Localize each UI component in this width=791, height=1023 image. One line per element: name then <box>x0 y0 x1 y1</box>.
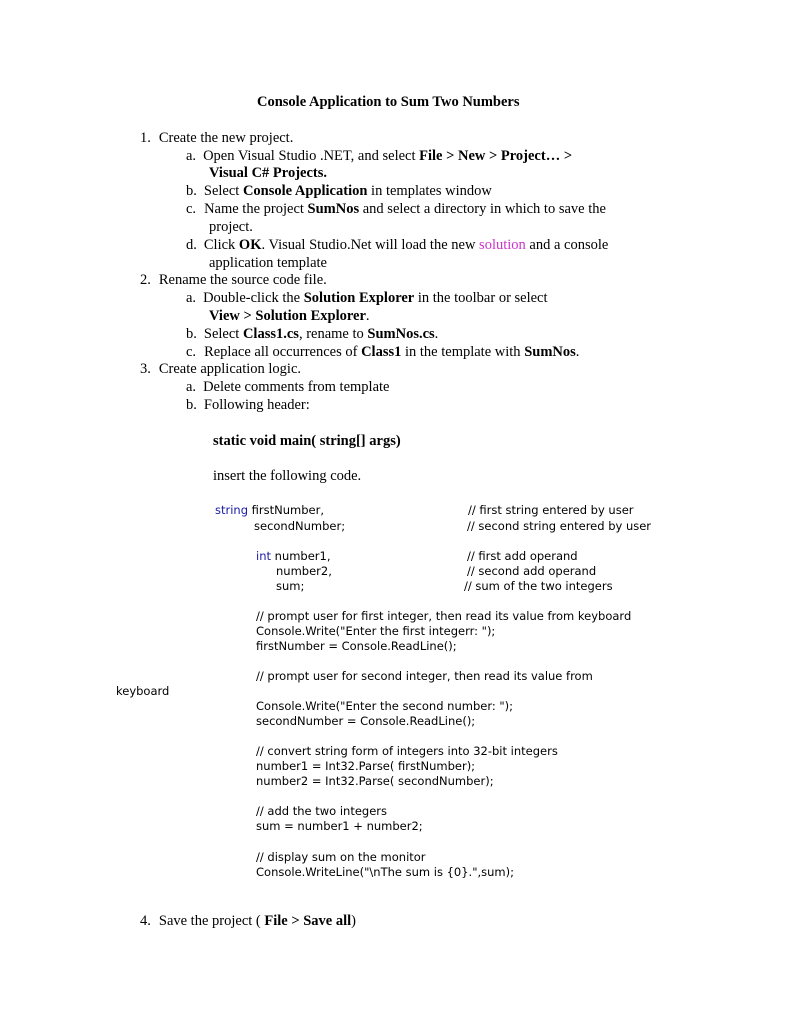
step-3b: b. Following header: <box>186 397 310 413</box>
step-1c-line2: project. <box>209 219 253 235</box>
code-line: secondNumber; <box>254 519 346 533</box>
code-comment: // prompt user for second integer, then read its value from <box>256 669 593 683</box>
code-comment: // second add operand <box>467 564 597 578</box>
step-2a: a. Double-click the Solution Explorer in the toolbar or select <box>186 290 548 306</box>
code-line: number2, <box>276 564 332 578</box>
code-line: number1 = Int32.Parse( firstNumber); <box>256 759 476 773</box>
step-2a-line2: View > Solution Explorer. <box>209 308 370 324</box>
code-line: Console.WriteLine("\nThe sum is {0}.",sum); <box>256 865 514 879</box>
code-comment: // convert string form of integers into 32-bit integers <box>256 744 558 758</box>
step-1a: a. Open Visual Studio .NET, and select File > New > Project… > <box>186 148 573 164</box>
code-line: string firstNumber, <box>215 503 324 517</box>
step-1d-line2: application template <box>209 255 327 271</box>
code-line: Console.Write("Enter the first integerr: "); <box>256 624 496 638</box>
code-line: sum; <box>276 579 305 593</box>
code-comment-wrap: keyboard <box>116 684 170 698</box>
step-2: 2. Rename the source code file. <box>140 272 327 288</box>
step-1 <box>140 130 293 147</box>
code-comment: // prompt user for first integer, then read its value from keyboard <box>256 609 632 623</box>
code-line: number2 = Int32.Parse( secondNumber); <box>256 774 494 788</box>
header-signature: static void main( string[] args) <box>213 433 401 449</box>
step-1d: d. Click OK. Visual Studio.Net will load the new solution and a console <box>186 237 609 253</box>
step-3: 3. Create application logic. <box>140 361 302 377</box>
code-comment: // first add operand <box>467 549 578 563</box>
step-1b: b. Select Console Application in templates window <box>186 183 492 199</box>
step-4: 4. Save the project ( File > Save all) <box>140 913 357 929</box>
step-3a: a. Delete comments from template <box>186 379 390 395</box>
code-line: Console.Write("Enter the second number: "); <box>256 699 514 713</box>
code-comment: // sum of the two integers <box>464 579 613 593</box>
step-1a-line2: Visual C# Projects. <box>209 165 327 181</box>
insert-instruction: insert the following code. <box>213 468 362 484</box>
code-line: firstNumber = Console.ReadLine(); <box>256 639 457 653</box>
code-comment: // display sum on the monitor <box>256 850 426 864</box>
code-line: secondNumber = Console.ReadLine(); <box>256 714 476 728</box>
code-line: int number1, <box>256 549 331 563</box>
step-text: Create the new project. <box>158 130 294 146</box>
solution-link[interactable]: solution <box>479 237 526 253</box>
step-2c: c. Replace all occurrences of Class1 in the template with SumNos. <box>186 344 580 360</box>
code-comment: // second string entered by user <box>467 519 652 533</box>
code-comment: // first string entered by user <box>468 503 634 517</box>
step-2b: b. Select Class1.cs, rename to SumNos.cs. <box>186 326 439 342</box>
step-number: 1. <box>140 130 151 146</box>
page-title: Console Application to Sum Two Numbers <box>257 94 520 110</box>
code-comment: // add the two integers <box>256 804 388 818</box>
step-1c: c. Name the project SumNos and select a directory in which to save the <box>186 201 606 217</box>
code-line: sum = number1 + number2; <box>256 819 423 833</box>
